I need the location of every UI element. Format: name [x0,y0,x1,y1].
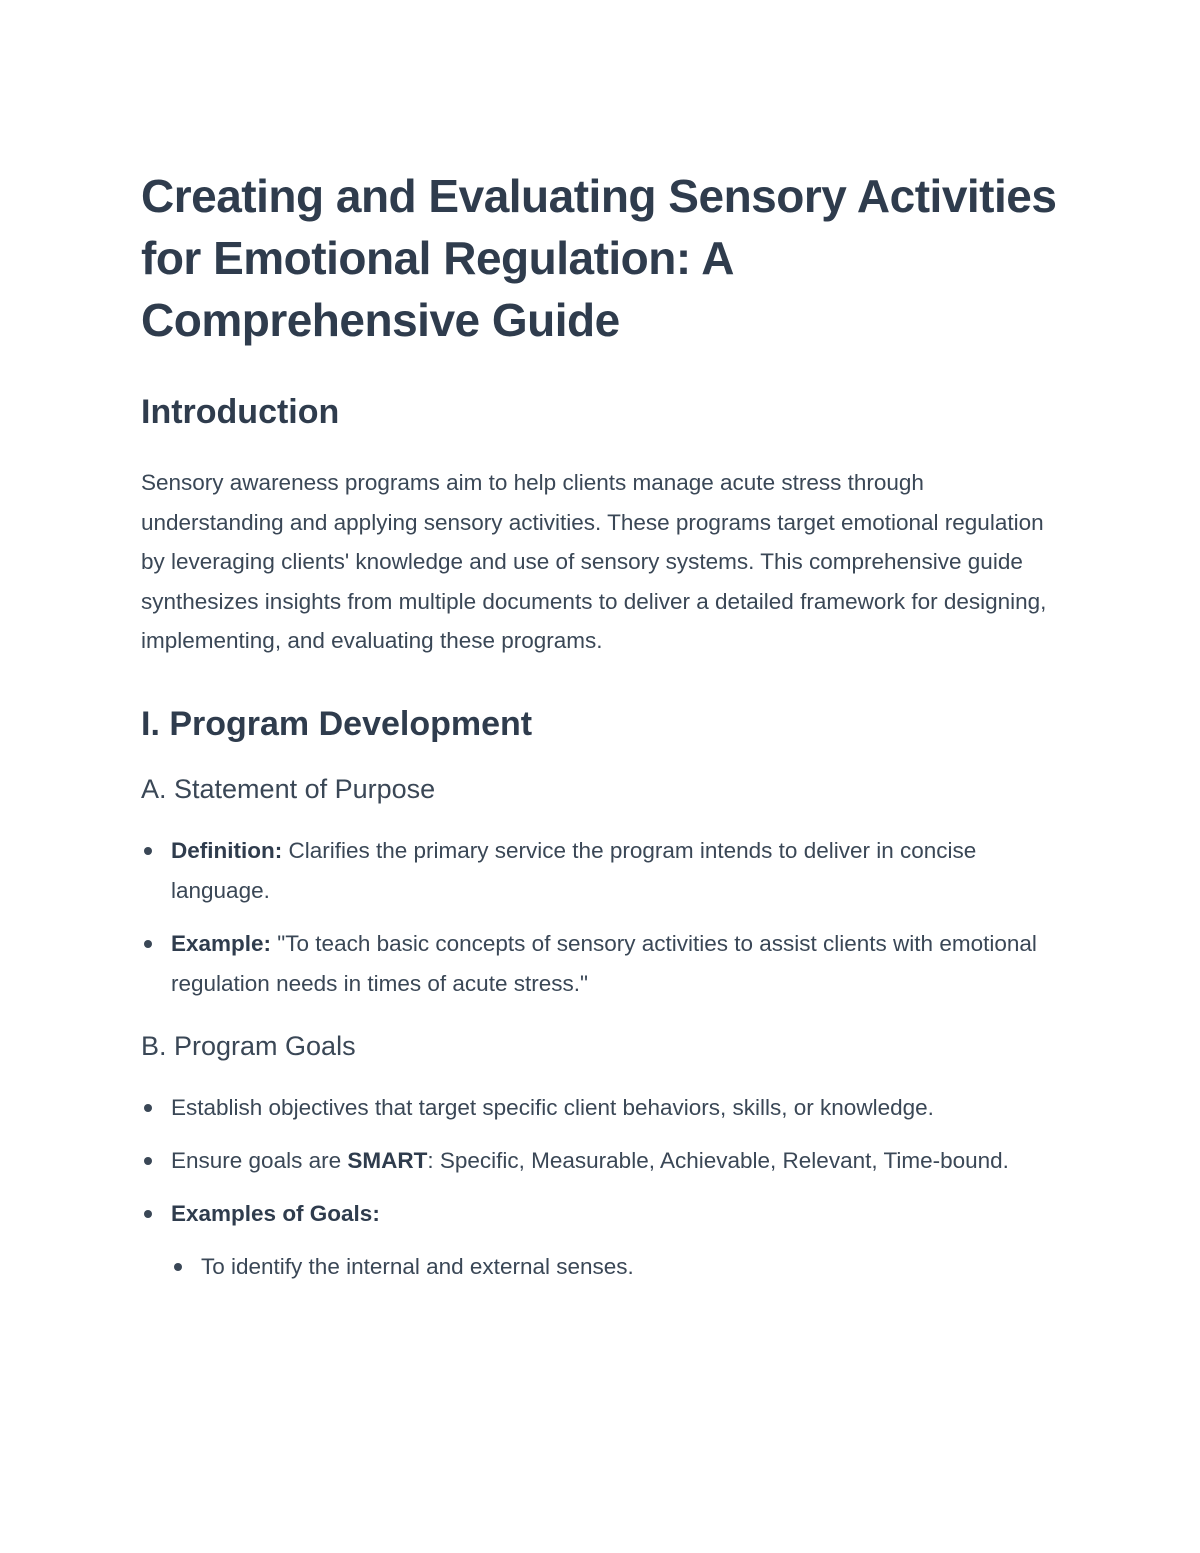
bullet-icon [144,1210,152,1218]
goals-objectives-text: Establish objectives that target specific client behaviors, skills, or knowledge. [171,1094,934,1120]
smart-post-text: : Specific, Measurable, Achievable, Relevant, Time-bound. [427,1147,1009,1173]
smart-label: SMART [347,1147,428,1173]
introduction-paragraph: Sensory awareness programs aim to help clients manage acute stress through understanding and applying sensory activities. These programs target emotional regulation by leveraging clients' knowledge and use of sensory systems. This comprehensive guide synthesizes insights from multiple documents to deliver a detailed framework for designing, implementing, and evaluating these programs. [141,470,1047,653]
list-item [141,1088,1071,1128]
definition-text: Clarifies the primary service the program intends to deliver in concise language. [171,837,977,903]
example-label: Example: [171,930,272,956]
bullet-icon [144,847,152,855]
statement-of-purpose-heading: A. Statement of Purpose [141,773,436,804]
list-item [141,1141,1071,1181]
definition-label: Definition: [171,837,283,863]
bullet-icon [144,1104,152,1112]
introduction-heading: Introduction [141,393,340,431]
program-development-heading: I. Program Development [141,704,533,743]
list-item [141,831,1071,911]
goal-example-text: To identify the internal and external senses. [201,1253,634,1279]
sub-list-item [171,1247,1071,1287]
document-title: Creating and Evaluating Sensory Activities for Emotional Regulation: A Comprehensive Guide [141,170,1057,346]
smart-pre-text: Ensure goals are [171,1147,348,1173]
bullet-icon [174,1263,182,1271]
program-goals-heading: B. Program Goals [141,1030,356,1061]
examples-of-goals-sublist [171,1247,1071,1287]
document-page [141,165,1071,1300]
statement-of-purpose-list [141,831,1071,1004]
list-item [141,1194,1071,1287]
bullet-icon [144,940,152,948]
examples-of-goals-label: Examples of Goals: [171,1200,380,1226]
list-item [141,924,1071,1004]
example-text: "To teach basic concepts of sensory activities to assist clients with emotional regulation needs in times of acute stress." [171,930,1037,996]
bullet-icon [144,1157,152,1165]
program-goals-list [141,1088,1071,1287]
